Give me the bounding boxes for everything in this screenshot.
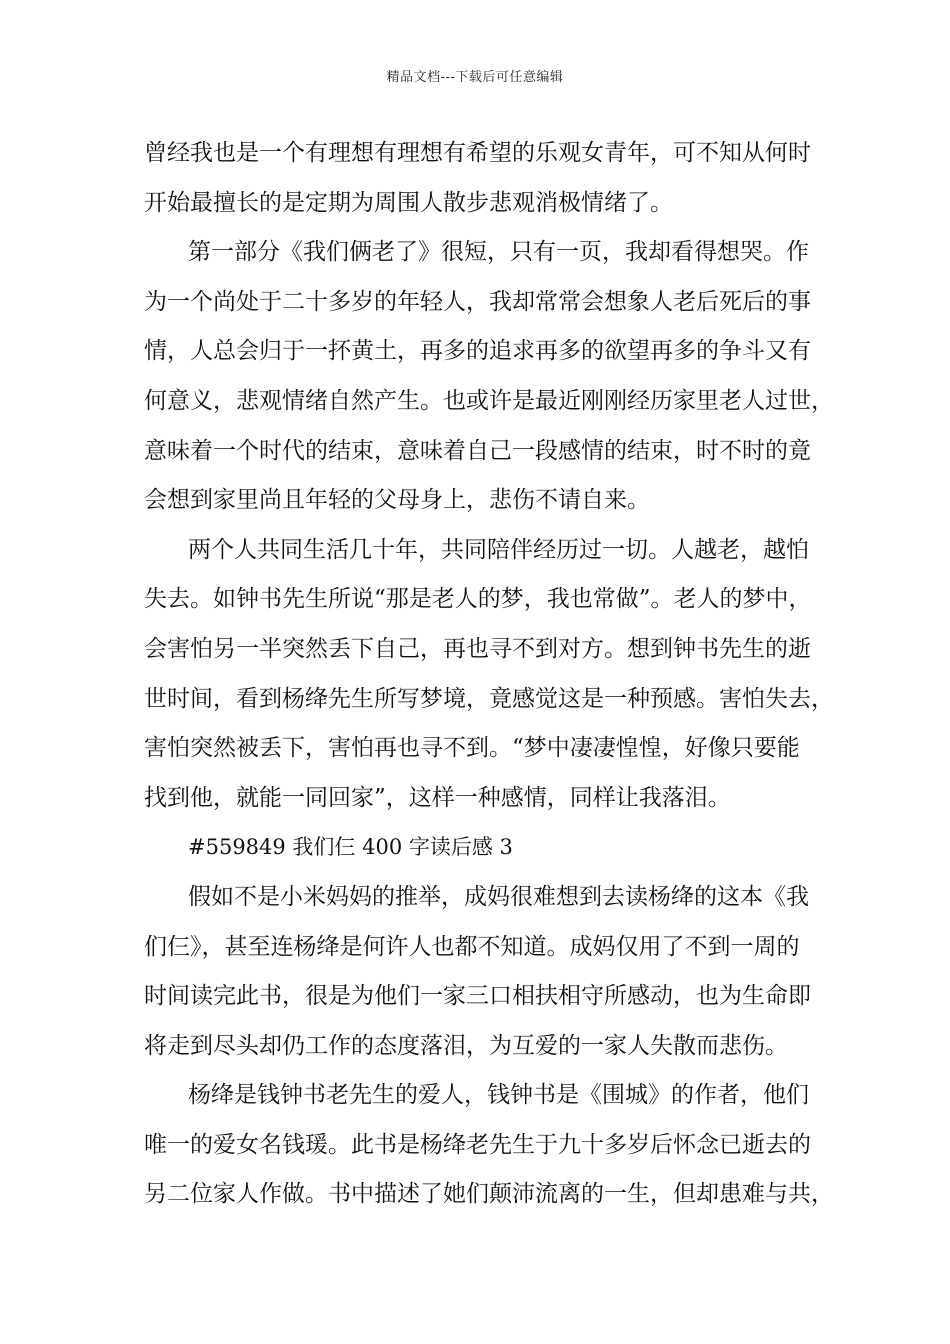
document-body xyxy=(144,129,834,1220)
page-header: 精品文档---下载后可任意编辑 xyxy=(386,70,564,85)
paragraph-first-line: 杨绛是钱钟书老先生的爱人，钱钟书是《围城》的作者，他们 xyxy=(188,1082,809,1109)
text-line: 失去。如钟书先生所说“那是老人的梦，我也常做”。老人的梦中， xyxy=(144,586,812,613)
text-line: 意味着一个时代的结束，意味着自己一段感情的结束，时不时的竟 xyxy=(144,437,811,464)
text-line: 情，人总会归于一抔黄土，再多的追求再多的欲望再多的争斗又有 xyxy=(144,338,811,365)
paragraph-first-line: 假如不是小米妈妈的推举，成妈很难想到去读杨绛的这本《我 xyxy=(188,883,809,910)
text-line: 将走到尽头却仍工作的态度落泪，为互爱的一家人失散而悲伤。 xyxy=(144,1032,788,1059)
text-line: 会想到家里尚且年轻的父母身上，悲伤不请自来。 xyxy=(144,487,650,514)
text-line: 另二位家人作做。书中描述了她们颠沛流离的一生，但却患难与共， xyxy=(144,1181,834,1208)
paragraph-first-line: 第一部分《我们俩老了》很短，只有一页，我却看得想哭。作 xyxy=(188,239,809,266)
text-line: 世时间，看到杨绛先生所写梦境，竟感觉这是一种预感。害怕失去， xyxy=(144,685,834,712)
text-line: 害怕突然被丢下，害怕再也寻不到。“梦中凄凄惶惶，好像只要能 xyxy=(144,735,800,762)
text-line: 曾经我也是一个有理想有理想有希望的乐观女青年，可不知从何时 xyxy=(144,140,811,166)
text-line: 唯一的爱女名钱瑗。此书是杨绛老先生于九十多岁后怀念已逝去的 xyxy=(144,1131,811,1158)
text-line: 为一个尚处于二十多岁的年轻人，我却常常会想象人老后死后的事 xyxy=(144,288,811,315)
text-line: 找到他，就能一同回家”，这样一种感情，同样让我落泪。 xyxy=(144,784,731,811)
text-line: 会害怕另一半突然丢下自己，再也寻不到对方。想到钟书先生的逝 xyxy=(144,635,811,662)
text-line: 时间读完此书，很是为他们一家三口相扶相守所感动，也为生命即 xyxy=(144,983,811,1010)
section-heading: #559849 我们仨 400 字读后感 3 xyxy=(188,835,513,860)
text-line: 何意义，悲观情绪自然产生。也或许是最近刚刚经历家里老人过世， xyxy=(144,387,834,414)
text-line: 开始最擅长的是定期为周围人散步悲观消极情绪了。 xyxy=(144,189,673,216)
text-line: 们仨》，甚至连杨绛是何许人也都不知道。成妈仅用了不到一周的 xyxy=(144,933,800,960)
paragraph-first-line: 两个人共同生活几十年，共同陪伴经历过一切。人越老，越怕 xyxy=(188,536,809,563)
